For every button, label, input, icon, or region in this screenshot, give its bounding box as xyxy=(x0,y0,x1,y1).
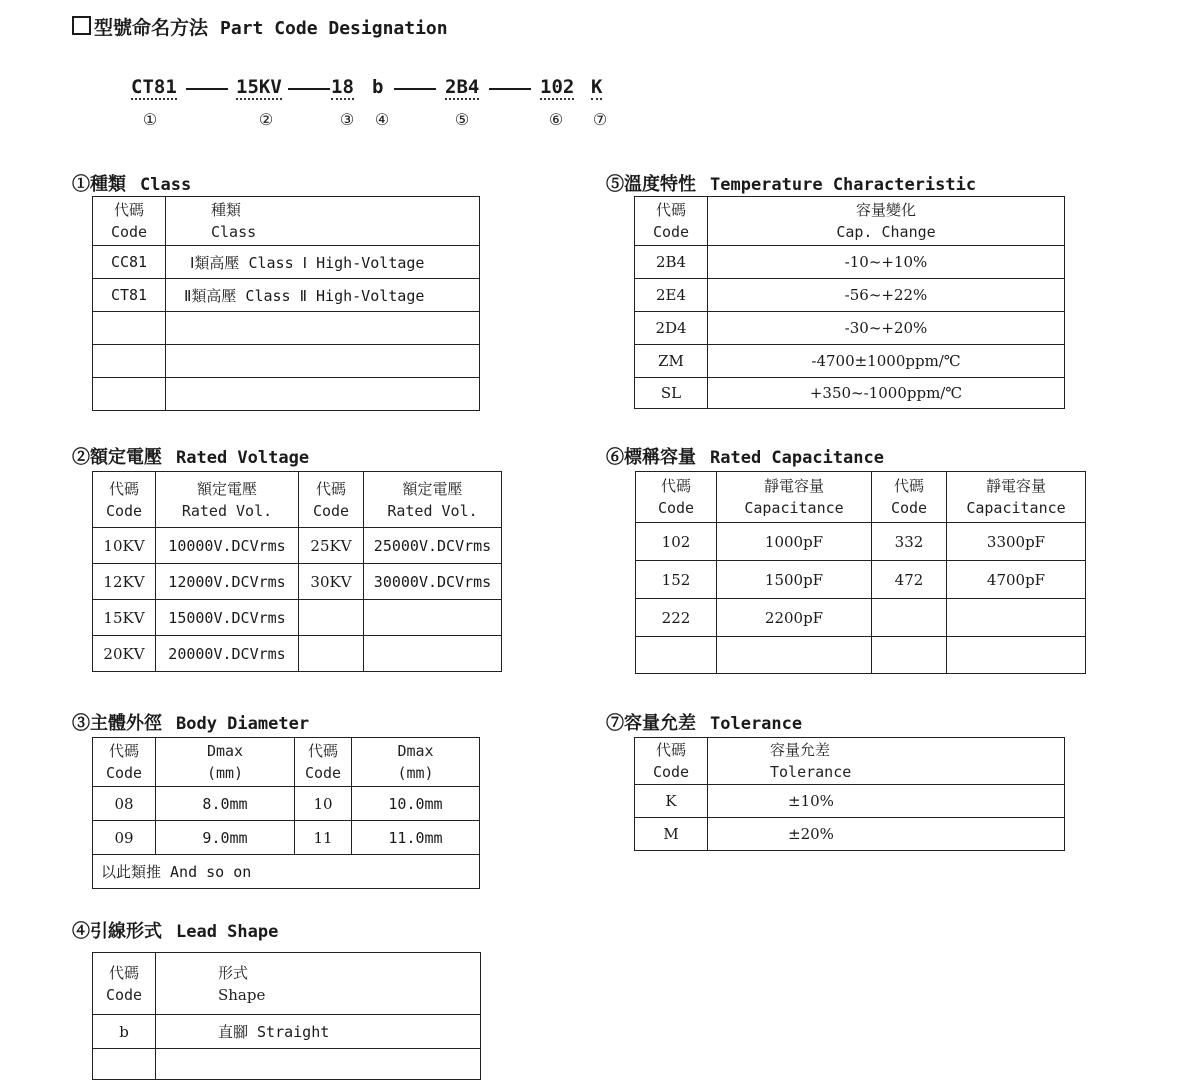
desc-cell: -30~+20% xyxy=(708,312,1065,345)
table-row xyxy=(93,636,502,672)
section-title-zh: ⑥標稱容量 xyxy=(606,447,696,468)
section-title-zh: ③主體外徑 xyxy=(72,713,162,734)
header-code-en: Code xyxy=(105,764,143,782)
header-code-en: Code xyxy=(890,499,928,517)
header-rated-vol-zh: 額定電壓 xyxy=(196,479,257,498)
header-cap-change-en: Cap. Change xyxy=(836,223,936,241)
table-row-empty xyxy=(93,378,480,411)
value-cell xyxy=(364,636,502,672)
header-code-en: Code xyxy=(312,501,350,520)
code-part-lead: b xyxy=(372,76,384,98)
code-cell: 222 xyxy=(636,599,717,637)
table-row xyxy=(93,279,480,312)
code-cell: CT81 xyxy=(93,279,166,312)
table-row xyxy=(93,787,480,821)
section-title-en: Class xyxy=(140,175,192,195)
value-cell: 25000V.DCVrms xyxy=(364,528,502,564)
header-tolerance-zh: 容量允差 xyxy=(770,741,831,759)
header-code-zh: 代碼 xyxy=(307,742,338,760)
empty-cell xyxy=(156,1049,481,1080)
code-separator xyxy=(489,88,531,90)
code-separator xyxy=(288,88,330,90)
temperature-table xyxy=(634,196,1065,409)
marker-1: ① xyxy=(142,110,158,129)
section-title-class xyxy=(72,170,191,196)
value-cell: 1500pF xyxy=(717,561,872,599)
table-row xyxy=(93,564,502,600)
section-title-temperature xyxy=(606,170,976,196)
header-code xyxy=(295,738,352,787)
header-dmax xyxy=(352,738,480,787)
empty-cell xyxy=(93,378,166,411)
table-row xyxy=(635,378,1065,409)
header-code-zh: 代碼 xyxy=(660,477,691,495)
code-cell xyxy=(299,636,364,672)
value-cell: 11.0mm xyxy=(352,821,480,855)
code-cell: 152 xyxy=(636,561,717,599)
header-capacitance xyxy=(947,472,1086,523)
empty-cell xyxy=(947,637,1086,674)
header-code-zh: 代碼 xyxy=(113,201,144,219)
code-cell: 10 xyxy=(295,787,352,821)
header-code xyxy=(635,738,708,785)
code-part-tolerance: K xyxy=(591,76,603,98)
header-code-zh: 代碼 xyxy=(893,477,924,495)
header-code-en: Code xyxy=(652,763,690,781)
code-cell: 2E4 xyxy=(635,279,708,312)
value-cell: 9.0mm xyxy=(156,821,295,855)
header-dmax-unit: (mm) xyxy=(206,764,244,782)
table-row xyxy=(93,528,502,564)
marker-4: ④ xyxy=(374,110,390,129)
header-code-zh: 代碼 xyxy=(315,479,346,498)
section-title-en: Lead Shape xyxy=(176,922,279,942)
header-dmax xyxy=(156,738,295,787)
section-title-en: Rated Voltage xyxy=(176,448,310,468)
header-shape xyxy=(156,953,481,1015)
section-title-tolerance xyxy=(606,709,802,735)
code-cell: 472 xyxy=(872,561,947,599)
header-shape-en: Shape xyxy=(218,985,266,1004)
empty-cell xyxy=(166,312,480,345)
section-title-zh: ④引線形式 xyxy=(72,921,162,942)
code-cell xyxy=(299,600,364,636)
header-code xyxy=(299,472,364,528)
value-cell: 3300pF xyxy=(947,523,1086,561)
desc-cell: ±10% xyxy=(708,785,1065,818)
tolerance-table xyxy=(634,737,1065,851)
code-cell: 332 xyxy=(872,523,947,561)
header-code-zh: 代碼 xyxy=(108,742,139,760)
table-header-row xyxy=(93,472,502,528)
header-code-en: Code xyxy=(304,764,342,782)
table-header-row xyxy=(93,953,481,1015)
code-cell: 11 xyxy=(295,821,352,855)
value-cell: 20000V.DCVrms xyxy=(156,636,299,672)
table-row-empty xyxy=(93,312,480,345)
header-rated-vol-en: Rated Vol. xyxy=(387,501,478,520)
desc-cell: -56~+22% xyxy=(708,279,1065,312)
table-row xyxy=(635,345,1065,378)
header-shape-zh: 形式 xyxy=(218,963,249,982)
table-header-row xyxy=(635,197,1065,246)
code-cell: 08 xyxy=(93,787,156,821)
section-title-en: Temperature Characteristic xyxy=(710,175,977,195)
table-row xyxy=(93,1015,481,1049)
desc-cell: -4700±1000ppm/℃ xyxy=(708,345,1065,378)
page-title xyxy=(72,13,448,40)
marker-3: ③ xyxy=(339,110,355,129)
empty-cell xyxy=(166,345,480,378)
header-code-en: Code xyxy=(652,223,690,241)
header-code-en: Code xyxy=(110,223,148,241)
lead-table xyxy=(92,952,481,1080)
table-row xyxy=(636,599,1086,637)
value-cell: 15000V.DCVrms xyxy=(156,600,299,636)
value-cell: 12000V.DCVrms xyxy=(156,564,299,600)
code-cell: 12KV xyxy=(93,564,156,600)
header-code xyxy=(93,953,156,1015)
header-capacitance-zh: 靜電容量 xyxy=(763,477,824,495)
capacitance-table xyxy=(635,471,1086,674)
empty-cell xyxy=(166,378,480,411)
table-row xyxy=(635,312,1065,345)
header-tolerance xyxy=(708,738,1065,785)
marker-6: ⑥ xyxy=(548,110,564,129)
table-row xyxy=(635,785,1065,818)
header-rated-vol-zh: 額定電壓 xyxy=(402,479,463,498)
header-cap-change xyxy=(708,197,1065,246)
header-cap-change-zh: 容量變化 xyxy=(855,201,916,219)
header-rated-vol xyxy=(156,472,299,528)
code-part-class: CT81 xyxy=(131,76,177,98)
code-part-temperature: 2B4 xyxy=(445,76,480,98)
desc-cell: Ⅰ類高壓 Class Ⅰ High-Voltage xyxy=(166,246,480,279)
table-row xyxy=(635,818,1065,851)
value-cell xyxy=(947,599,1086,637)
marker-7: ⑦ xyxy=(592,110,608,129)
desc-cell: ±20% xyxy=(708,818,1065,851)
code-part-capacitance: 102 xyxy=(540,76,575,98)
header-code xyxy=(872,472,947,523)
header-code xyxy=(636,472,717,523)
empty-cell xyxy=(717,637,872,674)
empty-cell xyxy=(636,637,717,674)
header-class-en: Class xyxy=(211,223,257,241)
code-cell: CC81 xyxy=(93,246,166,279)
code-cell: 10KV xyxy=(93,528,156,564)
section-title-diameter xyxy=(72,709,309,735)
code-cell: 102 xyxy=(636,523,717,561)
code-separator xyxy=(186,88,228,90)
code-cell: 15KV xyxy=(93,600,156,636)
code-cell: SL xyxy=(635,378,708,409)
header-code-zh: 代碼 xyxy=(108,963,139,982)
header-capacitance-en: Capacitance xyxy=(966,499,1066,517)
header-tolerance-en: Tolerance xyxy=(770,763,852,781)
code-part-voltage: 15KV xyxy=(236,76,282,98)
table-header-row xyxy=(93,738,480,787)
code-separator xyxy=(394,88,436,90)
class-table xyxy=(92,196,480,411)
table-row xyxy=(635,279,1065,312)
code-cell: M xyxy=(635,818,708,851)
table-row xyxy=(93,821,480,855)
desc-cell: Ⅱ類高壓 Class Ⅱ High-Voltage xyxy=(166,279,480,312)
code-cell: 20KV xyxy=(93,636,156,672)
header-code-zh: 代碼 xyxy=(655,741,686,759)
section-title-en: Rated Capacitance xyxy=(710,448,884,468)
header-dmax-label: Dmax xyxy=(206,742,244,760)
header-rated-vol xyxy=(364,472,502,528)
empty-cell xyxy=(93,312,166,345)
value-cell: 10.0mm xyxy=(352,787,480,821)
header-code-zh: 代碼 xyxy=(108,479,139,498)
table-footer-row xyxy=(93,855,480,889)
value-cell: 4700pF xyxy=(947,561,1086,599)
code-cell: ZM xyxy=(635,345,708,378)
header-code-en: Code xyxy=(657,499,695,517)
marker-5: ⑤ xyxy=(454,110,470,129)
voltage-table xyxy=(92,471,502,672)
code-cell xyxy=(872,599,947,637)
value-cell: 10000V.DCVrms xyxy=(156,528,299,564)
header-code-en: Code xyxy=(105,985,143,1004)
header-rated-vol-en: Rated Vol. xyxy=(181,501,273,520)
empty-cell xyxy=(93,1049,156,1080)
table-header-row xyxy=(635,738,1065,785)
header-code-zh: 代碼 xyxy=(655,201,686,219)
table-row xyxy=(636,561,1086,599)
desc-cell: -10~+10% xyxy=(708,246,1065,279)
section-title-zh: ⑦容量允差 xyxy=(606,713,696,734)
checkbox-square-icon xyxy=(72,16,91,35)
table-row xyxy=(636,523,1086,561)
section-title-zh: ②額定電壓 xyxy=(72,447,162,468)
diameter-table xyxy=(92,737,480,889)
table-row xyxy=(635,246,1065,279)
page-title-en: Part Code Designation xyxy=(220,18,448,39)
header-dmax-unit: (mm) xyxy=(397,764,434,782)
header-class xyxy=(166,197,480,246)
page-title-zh: 型號命名方法 xyxy=(94,17,209,39)
table-row-empty xyxy=(93,345,480,378)
code-cell: 25KV xyxy=(299,528,364,564)
empty-cell xyxy=(872,637,947,674)
value-cell: 30000V.DCVrms xyxy=(364,564,502,600)
code-cell: 09 xyxy=(93,821,156,855)
section-title-lead xyxy=(72,917,278,943)
header-code-en: Code xyxy=(105,501,143,520)
section-title-capacitance xyxy=(606,443,884,469)
section-title-voltage xyxy=(72,443,309,469)
empty-cell xyxy=(93,345,166,378)
desc-cell: 直腳 Straight xyxy=(156,1015,481,1049)
table-row xyxy=(93,246,480,279)
code-cell: 30KV xyxy=(299,564,364,600)
header-code xyxy=(93,738,156,787)
table-row-empty xyxy=(636,637,1086,674)
table-row xyxy=(93,600,502,636)
marker-2: ② xyxy=(258,110,274,129)
header-capacitance-zh: 靜電容量 xyxy=(985,477,1046,495)
table-header-row xyxy=(636,472,1086,523)
desc-cell: +350~-1000ppm/℃ xyxy=(708,378,1065,409)
section-title-zh: ①種類 xyxy=(72,174,126,195)
section-title-en: Body Diameter xyxy=(176,714,310,734)
footer-note: 以此類推 And so on xyxy=(93,855,480,889)
value-cell: 1000pF xyxy=(717,523,872,561)
value-cell: 8.0mm xyxy=(156,787,295,821)
value-cell: 2200pF xyxy=(717,599,872,637)
table-row-empty xyxy=(93,1049,481,1080)
section-title-zh: ⑤溫度特性 xyxy=(606,174,696,195)
code-cell: K xyxy=(635,785,708,818)
table-header-row xyxy=(93,197,480,246)
header-capacitance-en: Capacitance xyxy=(744,499,844,517)
header-capacitance xyxy=(717,472,872,523)
header-code xyxy=(93,197,166,246)
header-code xyxy=(93,472,156,528)
header-class-zh: 種類 xyxy=(211,201,242,219)
header-code xyxy=(635,197,708,246)
code-cell: 2B4 xyxy=(635,246,708,279)
code-cell: 2D4 xyxy=(635,312,708,345)
value-cell xyxy=(364,600,502,636)
code-cell: b xyxy=(93,1015,156,1049)
section-title-en: Tolerance xyxy=(710,714,803,734)
header-dmax-label: Dmax xyxy=(397,742,434,760)
code-part-diameter: 18 xyxy=(331,76,354,98)
